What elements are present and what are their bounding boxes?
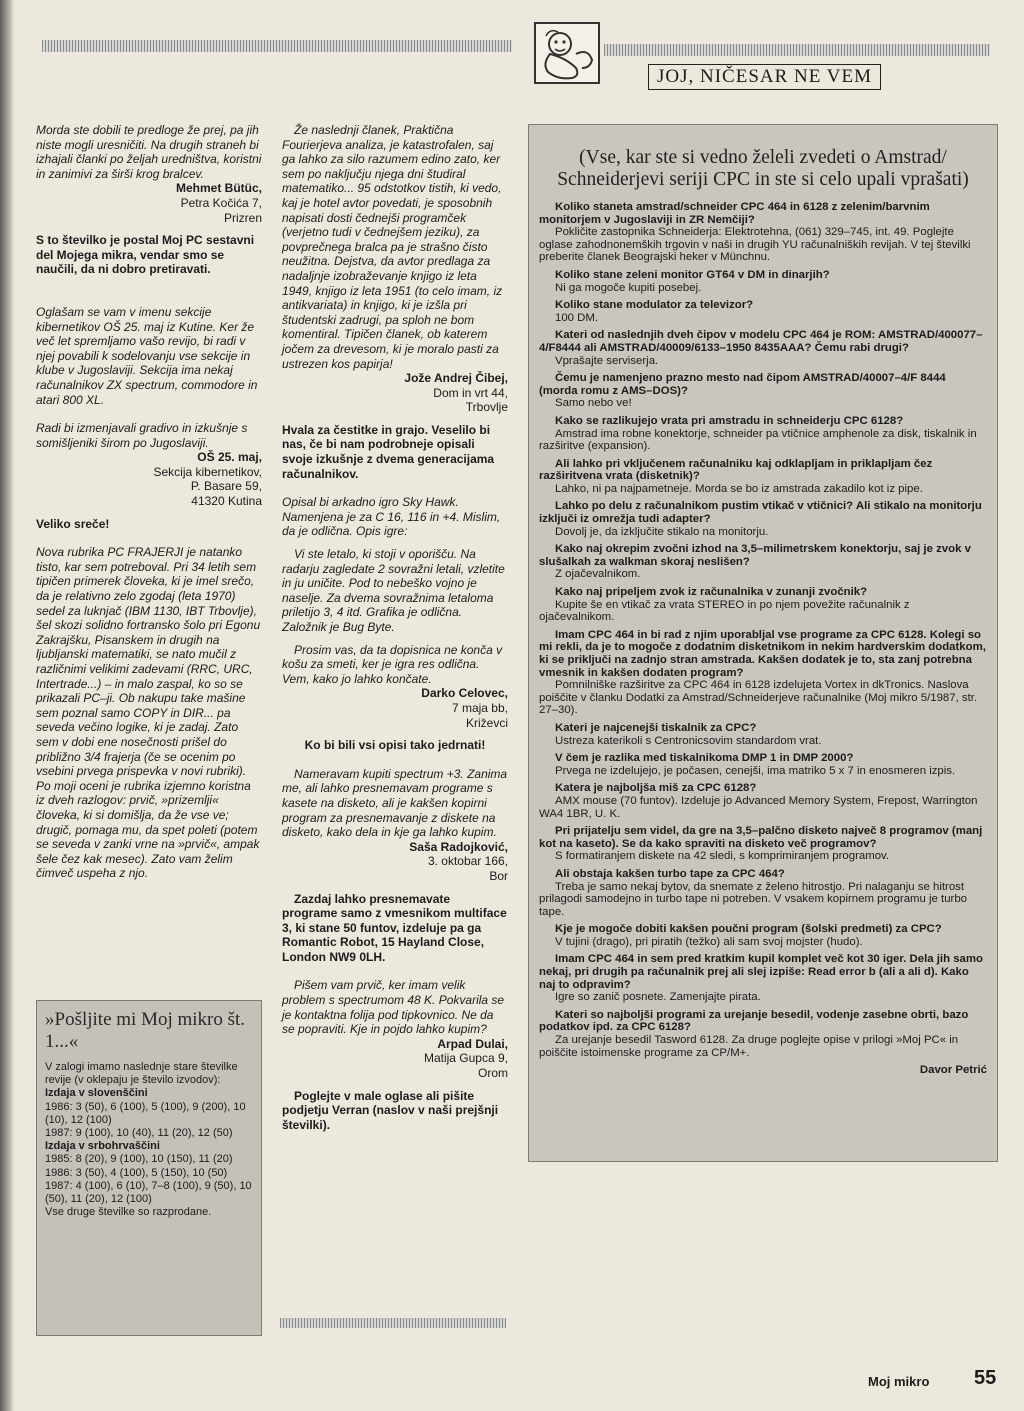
back-issues-title: »Pošljite mi Moj mikro št. 1...« <box>45 1009 246 1052</box>
qa-box <box>528 124 998 1162</box>
qa-item <box>539 782 987 820</box>
footer-magazine-name: Moj mikro <box>868 1374 930 1389</box>
middle-column <box>282 123 508 1132</box>
letter-6-signature <box>282 840 508 884</box>
qa-answer: Za urejanje besedil Tasword 6128. Za druge poglejte opise v prilogi »Moj PC« in poiščite istoimenske programe za CP/M+. <box>539 1034 959 1059</box>
letter-2-text-2: Radi bi izmenjavali gradivo in izkušnje s somišljeniki širom po Jugoslaviji. <box>36 421 248 450</box>
qa-question: Kako se razlikujejo vrata pri amstradu in schneiderju CPC 6128? <box>555 414 904 427</box>
editor-reply-1: S to številko je postal Moj PC sestavni del Mojega mikra, vendar smo se naučili, da ni dobro pretiravati. <box>36 233 255 277</box>
header-rule-right <box>604 44 990 56</box>
qa-answer: Pomnilniške razširitve za CPC 464 in 6128 izdelujeta Vortex in dkTronics. Naslova poiščite v članku Dodatki za Amstrad/Schneiderjeve računalnike (Moj mikro 5/1987, str. 27–30). <box>539 679 978 717</box>
back-issues-srb-1986: 1986: 3 (50), 4 (100), 5 (150), 10 (50) <box>45 1166 228 1179</box>
header-rule-left <box>42 40 512 52</box>
letter-7-address-1: Matija Gupca 9, <box>423 1051 508 1066</box>
qa-item <box>539 722 987 747</box>
qa-answer: Ni ga mogoče kupiti posebej. <box>555 281 702 294</box>
qa-author: Davor Petrić <box>919 1064 987 1077</box>
qa-answer: Lahko, ni pa najpametneje. Morda se bo iz amstrada zakadilo kot iz pipe. <box>555 482 923 495</box>
back-issues-slo-heading: Izdaja v slovenščini <box>45 1087 148 1100</box>
qa-question: V čem je razlika med tiskalnikoma DMP 1 in DMP 2000? <box>555 752 854 765</box>
letter-2-name: OŠ 25. maj, <box>197 450 262 465</box>
qa-item <box>539 415 987 453</box>
letter-2-text: Oglašam se vam v imenu sekcije kibernetikov OŠ 25. maj iz Kutine. Ker že več let spremljamo vašo revijo, bi radi v njej povabili k sodelovanju vse sekcije in klube v Jugoslaviji. Sekcija ima nekaj računalnikov ZX spectrum, commodore in atari 800 XL. <box>36 304 258 407</box>
letter-7-address-2: Orom <box>478 1066 508 1081</box>
letter-1-signature <box>36 181 262 225</box>
qa-item <box>539 269 987 294</box>
qa-answer: Amstrad ima robne konektorje, schneider pa vtičnice amphenole za disk, tiskalnik in razširitve (expansion). <box>539 427 977 453</box>
back-issues-slo-1987: 1987: 9 (100), 10 (40), 11 (20), 12 (50) <box>45 1127 233 1140</box>
letter-5-text-a: Opisal bi arkadno igro Sky Hawk. Namenjena je za C 16, 116 in +4. Mislim, da je odlična. Opis igre: <box>282 495 501 539</box>
letter-4-name: Jože Andrej Čibej, <box>404 371 508 386</box>
letter-4-signature <box>282 371 508 415</box>
qa-item <box>539 825 987 863</box>
qa-question: Koliko stane zeleni monitor GT64 v DM in dinarjih? <box>555 268 830 281</box>
qa-question: Ali obstaja kakšen turbo tape za CPC 464? <box>555 867 785 880</box>
bottom-rule <box>280 1318 506 1328</box>
qa-answer: Dovolj je, da izključite stikalo na monitorju. <box>555 525 769 538</box>
letter-5-address-1: 7 maja bb, <box>451 700 508 715</box>
qa-question: Kateri so najboljši programi za urejanje besedil, vodenje zasebne obrti, bazo podatkov ipd. za CPC 6128? <box>539 1008 969 1034</box>
rubric-title: JOJ, NIČESAR NE VEM <box>648 64 881 90</box>
letter-1-address-2: Prizren <box>223 210 262 225</box>
qa-item <box>539 923 987 948</box>
letter-2-signature <box>36 450 262 508</box>
letter-7-signature <box>282 1037 508 1081</box>
letter-4-address-1: Dom in vrt 44, <box>433 385 508 400</box>
qa-question: Kje je mogoče dobiti kakšen poučni program (šolski predmeti) za CPC? <box>555 923 942 936</box>
back-issues-slo-1986: 1986: 3 (50), 6 (100), 5 (100), 9 (200), 10 (10), 12 (100) <box>45 1100 246 1126</box>
letter-7-name: Arpad Dulai, <box>437 1036 508 1051</box>
qa-question: Ali lahko pri vključenem računalniku kaj odklapljam in priklapljam čez razširitvena vrata (disketnik)? <box>539 457 933 483</box>
left-column <box>36 123 262 881</box>
editor-reply-4: Ko bi bili vsi opisi tako jedrnati! <box>304 738 486 753</box>
qa-question: Kateri je najcenejši tiskalnik za CPC? <box>555 721 757 734</box>
qa-item <box>539 586 987 624</box>
qa-item <box>539 372 987 410</box>
qa-item <box>539 868 987 918</box>
letter-1-address-1: Petra Kočića 7, <box>180 195 262 210</box>
qa-answer: Z ojačevalnikom. <box>555 568 641 581</box>
qa-answer: AMX mouse (70 funtov). Izdeluje jo Advanced Memory System, Frepost, Warrington WA4 1BR, U. K. <box>539 794 978 820</box>
qa-question: Kako naj pripeljem zvok iz računalnika v zunanji zvočnik? <box>555 586 868 599</box>
qa-item <box>539 500 987 538</box>
editor-reply-5: Zazdaj lahko presnemavate programe samo z vmesnikom multiface 3, ki stane 50 funtov, izdeluje pa ga Romantic Robot, 15 Hayland Close, London NW9 0LH. <box>282 891 507 964</box>
editor-reply-2: Veliko sreče! <box>36 516 110 531</box>
qa-answer: Ustreza katerikoli s Centronicsovim standardom vrat. <box>555 734 822 747</box>
back-issues-body <box>37 1061 261 1219</box>
qa-item <box>539 629 987 717</box>
qa-question: Koliko stane modulator za televizor? <box>555 299 754 312</box>
letter-6-address-1: 3. oktobar 166, <box>427 854 508 869</box>
back-issues-srb-1987: 1987: 4 (100), 6 (10), 7–8 (100), 9 (50), 10 (50), 11 (20), 12 (100) <box>45 1179 252 1206</box>
qa-answer: Pokličite zastopnika Schneiderja: Elektrotehna, (061) 329–745, int. 49. Poglejte oglase zahodnonemških trgovin v naši in drugih YU računalniških revijah. V tej številki preberite članek Beograjski heker v Münchnu. <box>539 226 971 264</box>
qa-question: Koliko staneta amstrad/schneider CPC 464 in 6128 z zelenim/barvnim monitorjem v Jugoslaviji in ZR Nemčiji? <box>539 201 930 226</box>
qa-item <box>539 1009 987 1059</box>
letter-6-name: Saša Radojković, <box>409 839 508 854</box>
letter-1-text: Morda ste dobili te predloge že prej, pa jih niste mogli uresničiti. Na drugih straneh bi izhajali članki po željah uredništva, koristni in zanimivi za širši krog bralcev. <box>36 123 262 181</box>
letter-3-text: Nova rubrika PC FRAJERJI je natanko tisto, kar sem potreboval. Pri 34 letih sem tipičen primerek človeka, ki je imel srečo, da je relativno zelo zgodaj (leta 1970) sedel za luknjač (IBM 1130, IBT Trbovlje), šel skozi solidno fortransko šolo pri Egonu Zakrajšku, Pisanskem in drugih na ljubljanski matematiki, se nato mučil z različnimi velikimi zadevami (RRC, URC, Intertrade...) – in malo zaspal, ko so se prikazali PC–ji. Ob nakupu take mašine sem poznal samo COPY in DIR... pa seveda večino logike, ki je zadaj. Zato sem v dobi ene nosečnosti prišel do približno 3/4 frajerja (če se ocenim po vsebini prvega prispevka v novi rubriki). Po moji oceni je rubrika izjemno koristna iz dveh razlogov: prvič, »prizemlji« človeka, ki si domišlja, da že vse ve; drugič, pomaga mu, da spet poleti (potem se seveda v zanki vrne na »prvič«, ampak šele čez kak mesec). Zato vam želim čimveč uspeha z njo. <box>36 545 261 881</box>
qa-title: (Vse, kar ste si vedno želeli zvedeti o Amstrad/ Schneiderjevi seriji CPC in ste si celo upali vprašati) <box>557 147 969 190</box>
qa-answer: Prvega ne izdelujejo, je počasen, cenejši, ima matriko 5 x 7 in enosmeren izpis. <box>555 764 956 777</box>
back-issues-outro: Vse druge številke so razprodane. <box>45 1206 212 1219</box>
letter-4-text: Že naslednji članek, Praktična Fourierjeva analiza, je katastrofalen, saj ga lahko za silo razumem edino zato, ker sem po naključju njega dni študiral matematiko... 95 odstotkov tistih, ki vedo, kaj je hotel avtor povedati, je sposobnih napisati dosti čednejši programček (verjetno tudi v čednejšem jeziku), za povprečnega bralca pa je strašno čisto neužitna. Dejstva, da avtor predlaga za nadaljnje izobraževanje knjigo iz leta 1949, knjigo iz leta 1951 (to celo imam, iz antikvariata) in knjigo, ki je izšla pri študentski zadrugi, pa sploh ne bom komentiral. Tipičen članek, ob katerem jočem za drevesom, ki je moralo pasti za ustrezen kos papirja! <box>282 123 503 371</box>
baby-mascot-icon <box>534 22 600 84</box>
qa-question: Katera je najboljša miš za CPC 6128? <box>555 782 757 795</box>
letter-5-text-b: Vi ste letalo, ki stoji v oporišču. Na radarju zagledate 2 sovražni letali, vzletite in ju uničite. Pod to nebeško vojno je naselje. Za dvema sovražnima letaloma priletijo 3, 4 itd. Grafika je odlična. Založnik je Bug Byte. <box>282 547 505 634</box>
letter-5-signature <box>282 686 508 730</box>
qa-question: Pri prijatelju sem videl, da gre na 3,5–palčno disketo največ 8 programov (manj kot na kaseto). Se da kako spraviti na disketo več programov? <box>539 825 983 850</box>
qa-answer: Kupite še en vtikač za vrata STEREO in po njem povežite računalnik z ojačevalnikom. <box>539 598 910 624</box>
qa-answer: Igre so zanič posnete. Zamenjajte pirata. <box>555 991 761 1004</box>
letter-6-address-2: Bor <box>489 868 508 883</box>
qa-question: Čemu je namenjeno prazno mesto nad čipom AMSTRAD/40007–4/F 8444 (morda romu z AMS–DOS)? <box>539 372 946 397</box>
qa-answer: V tujini (drago), pri piratih (težko) ali sam svoj mojster (hudo). <box>555 935 863 948</box>
back-issues-intro: V zalogi imamo naslednje stare številke revije (v oklepaju je število izvodov): <box>45 1061 238 1087</box>
editor-reply-3: Hvala za čestitke in grajo. Veselilo bi nas, če bi nam podrobneje opisali svoje izkušnje z dvema generacijama računalnikov. <box>282 422 495 481</box>
back-issues-box <box>36 1000 262 1336</box>
qa-item <box>539 299 987 324</box>
letter-1-name: Mehmet Bütüc, <box>175 181 262 196</box>
letter-5-text-c: Prosim vas, da ta dopisnica ne konča v košu za smeti, ker je igra res odlična. Vem, kako jo lahko končate. <box>282 642 503 686</box>
qa-answer: Treba je samo nekaj bytov, da snemate z želeno hitrostjo. Pri nalaganju se hitrost prilagodi samodejno in turbo tape ni potreben. V vsakem kopirnem programu je turbo tape. <box>539 880 968 918</box>
letter-4-address-2: Trbovlje <box>465 400 508 415</box>
letter-2-address-3: 41320 Kutina <box>191 494 262 509</box>
qa-question: Imam CPC 464 in sem pred kratkim kupil komplet več kot 30 iger. Dela jih samo nekaj, pri drugih pa računalnik prej ali slej izpiše: Read error b (ali a ali d). Kako naj to odpravim? <box>539 953 983 991</box>
back-issues-srb-heading: Izdaja v srbohrvaščini <box>45 1140 160 1153</box>
back-issues-srb-1985: 1985: 8 (20), 9 (100), 10 (150), 11 (20) <box>45 1153 233 1166</box>
qa-item <box>539 953 987 1003</box>
qa-answer: S formatiranjem diskete na 42 sledi, s komprimiranjem programov. <box>555 850 890 863</box>
qa-answer: Samo nebo ve! <box>555 397 632 410</box>
qa-question: Kateri od naslednjih dveh čipov v modelu CPC 464 je ROM: AMSTRAD/400077–4/F8444 ali AMSTRAD/40009/6133–1950 8435AAA? Čemu rabi drugi? <box>539 329 983 354</box>
letter-2-address-2: P. Basare 59, <box>190 479 262 494</box>
letter-6-text: Nameravam kupiti spectrum +3. Zanima me, ali lahko presnemavam programe s kasete na disketo, ali je kakšen kopirni program za presnemavanje z diskete na disketo, kako dela in kje ga lahko kupim. <box>282 766 508 840</box>
page-spine-shadow <box>0 0 14 1411</box>
qa-list <box>529 201 997 1059</box>
letter-2-address-1: Sekcija kibernetikov, <box>153 464 262 479</box>
qa-answer: Vprašajte serviserja. <box>555 354 659 367</box>
qa-question: Imam CPC 464 in bi rad z njim uporabljal vse programe za CPC 6128. Kolegi so mi rekli, da je to mogoče z dodatnim disketnikom in nekim hardverskim dodatkom, ki se priključi na zadnjo stran amstrada. Kakšen dodatek je to, sta zanj potrebna vmesnik in kakšen dodaten program? <box>539 628 986 679</box>
qa-question: Lahko po delu z računalnikom pustim vtikač v vtičnici? Ali stikalo na monitorju izključi iz omrežja tudi adapter? <box>539 500 982 526</box>
editor-reply-6: Poglejte v male oglase ali pišite podjetju Verran (naslov v naši prejšnji številki). <box>282 1088 499 1132</box>
letter-5-address-2: Križevci <box>465 715 508 730</box>
qa-item <box>539 752 987 777</box>
letter-5-name: Darko Celovec, <box>421 686 508 701</box>
qa-question: Kako naj okrepim zvočni izhod na 3,5–milimetrskem konektorju, saj je zvok v slušalkah za walkman skoraj neslišen? <box>539 543 971 568</box>
qa-item <box>539 458 987 496</box>
qa-item <box>539 201 987 264</box>
footer-page-number: 55 <box>974 1367 997 1389</box>
qa-item <box>539 543 987 581</box>
letter-7-text: Pišem vam prvič, ker imam velik problem s spectrumom 48 K. Pokvarila se je kontaktna folija pod tipkovnico. Ne da se popraviti. Kje in pojdo lahko kupim? <box>282 978 505 1037</box>
qa-item <box>539 329 987 367</box>
qa-answer: 100 DM. <box>555 311 599 324</box>
